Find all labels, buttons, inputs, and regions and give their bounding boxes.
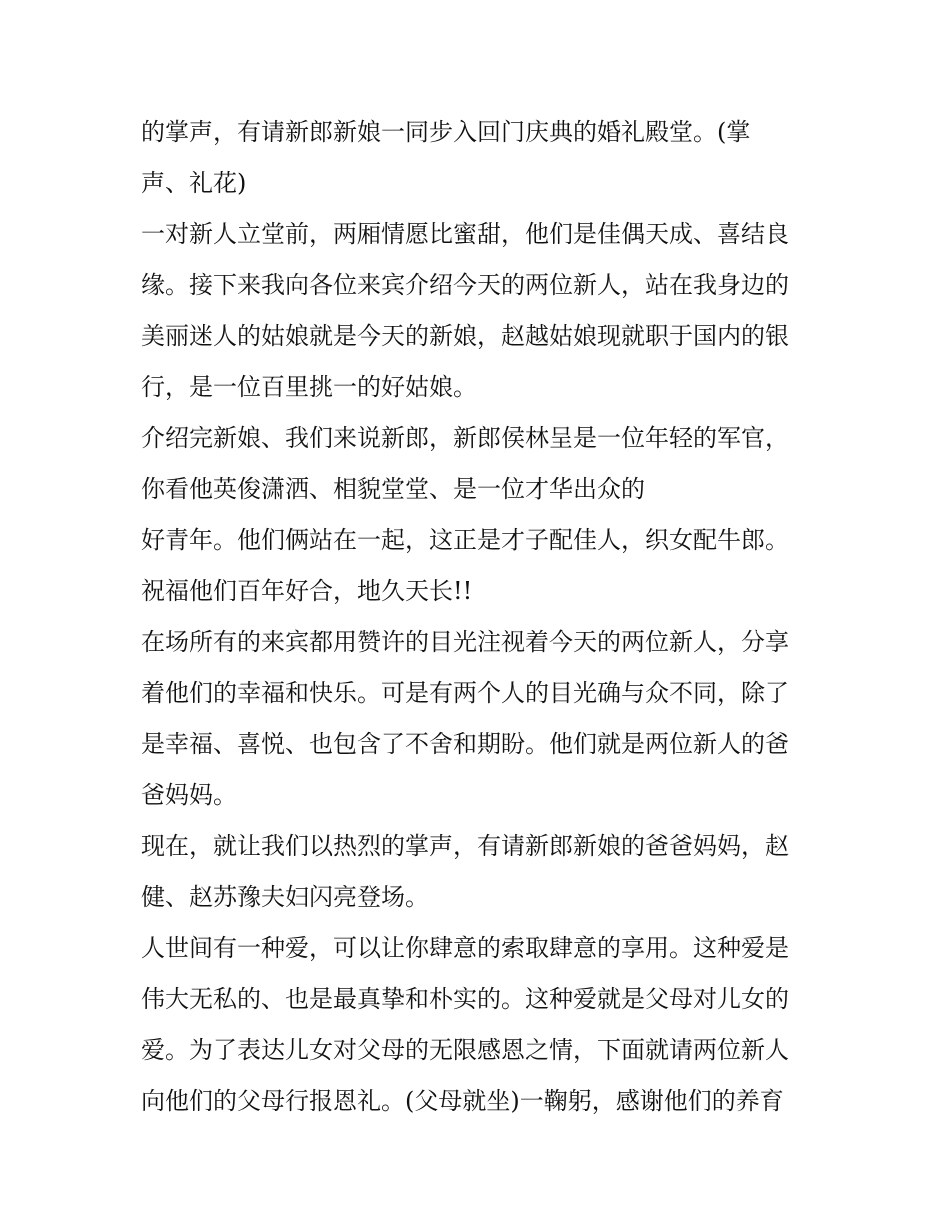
text-line: 缘。接下来我向各位来宾介绍今天的两位新人，站在我身边的 xyxy=(141,271,789,299)
text-line: 介绍完新娘、我们来说新郎，新郎侯林呈是一位年轻的军官， xyxy=(141,424,789,452)
text-line: 爸妈妈。 xyxy=(141,781,237,809)
text-line: 一对新人立堂前，两厢情愿比蜜甜，他们是佳偶天成、喜结良 xyxy=(141,220,789,248)
text-line: 在场所有的来宾都用赞许的目光注视着今天的两位新人，分享 xyxy=(141,628,789,656)
text-line: 伟大无私的、也是最真挚和朴实的。这种爱就是父母对儿女的 xyxy=(141,985,789,1013)
text-line: 人世间有一种爱，可以让你肆意的索取肆意的享用。这种爱是 xyxy=(141,934,789,962)
text-line: 声、礼花) xyxy=(141,169,247,197)
text-line: 你看他英俊潇洒、相貌堂堂、是一位才华出众的 xyxy=(141,475,645,503)
document-body xyxy=(141,107,821,1127)
text-line: 向他们的父母行报恩礼。(父母就坐)一鞠躬，感谢他们的养育 xyxy=(141,1087,784,1115)
text-line: 爱。为了表达儿女对父母的无限感恩之情，下面就请两位新人 xyxy=(141,1036,789,1064)
text-line: 现在，就让我们以热烈的掌声，有请新郎新娘的爸爸妈妈，赵 xyxy=(141,832,789,860)
text-line: 着他们的幸福和快乐。可是有两个人的目光确与众不同，除了 xyxy=(141,679,789,707)
text-line: 是幸福、喜悦、也包含了不舍和期盼。他们就是两位新人的爸 xyxy=(141,730,789,758)
text-line: 祝福他们百年好合，地久天长!! xyxy=(141,577,473,605)
text-line: 好青年。他们俩站在一起，这正是才子配佳人，织女配牛郎。 xyxy=(141,526,789,554)
text-line: 健、赵苏豫夫妇闪亮登场。 xyxy=(141,883,429,911)
text-line: 美丽迷人的姑娘就是今天的新娘，赵越姑娘现就职于国内的银 xyxy=(141,322,789,350)
text-line: 的掌声，有请新郎新娘一同步入回门庆典的婚礼殿堂。(掌 xyxy=(141,118,751,146)
text-line: 行，是一位百里挑一的好姑娘。 xyxy=(141,373,477,401)
